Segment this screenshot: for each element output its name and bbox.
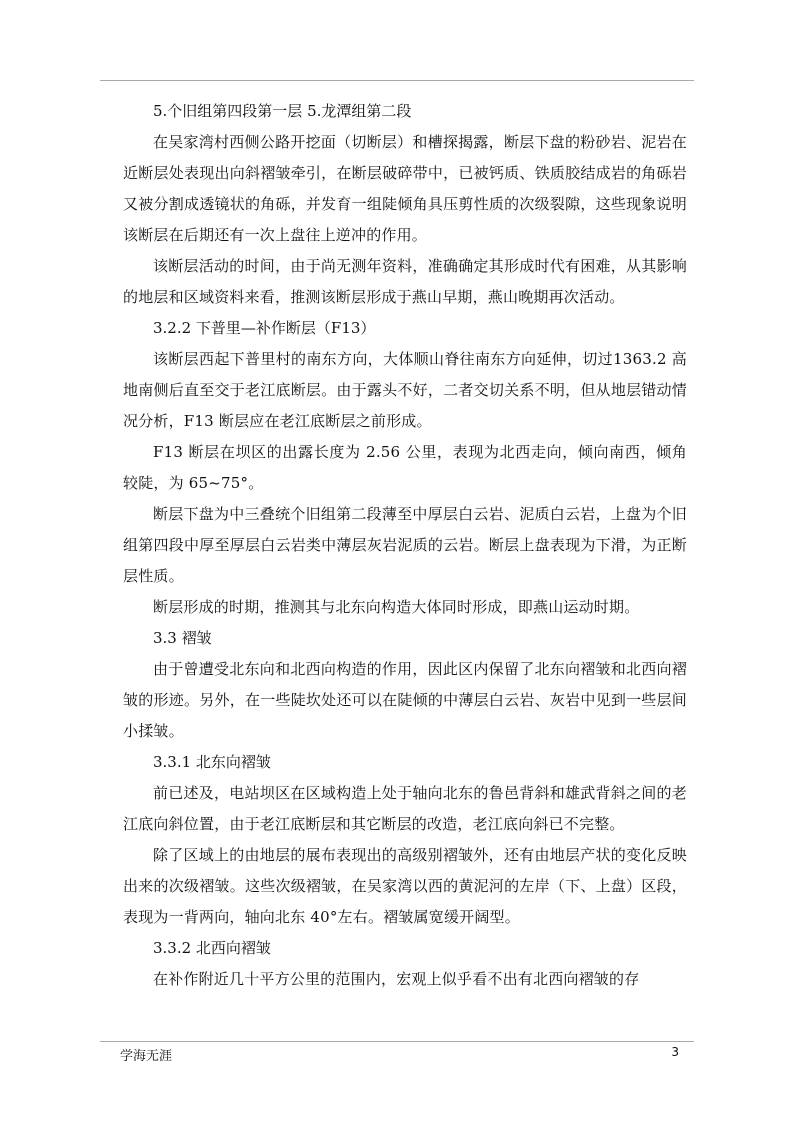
footer-text: 学海无涯 [120,1049,173,1064]
document-body [123,96,687,995]
header-rule [100,80,694,81]
paragraph: 断层下盘为中三叠统个旧组第二段薄至中厚层白云岩、泥质白云岩，上盘为个旧组第四段中厚至厚层白云岩类中薄层灰岩泥质的云岩。断层上盘表现为下滑，为正断层性质。 [123,505,687,585]
footer-rule [100,1041,694,1042]
section-heading: 3.3 褶皱 [153,629,212,647]
paragraph: 在补作附近几十平方公里的范围内，宏观上似乎看不出有北西向褶皱的存 [153,970,640,988]
section-heading: 3.2.2 下普里—补作断层（F13） [153,319,376,337]
paragraph: 断层形成的时期，推测其与北东向构造大体同时形成，即燕山运动时期。 [153,598,640,616]
paragraph: 除了区域上的由地层的展布表现出的高级别褶皱外，还有由地层产状的变化反映出来的次级褶皱。这些次级褶皱，在吴家湾以西的黄泥河的左岸（下、上盘）区段，表现为一背两向，轴向北东 40°左右。褶皱属宽缓开阔型。 [123,846,687,926]
section-heading: 3.3.2 北西向褶皱 [153,939,271,957]
section-heading: 3.3.1 北东向褶皱 [153,753,271,771]
paragraph: 该断层西起下普里村的南东方向，大体顺山脊往南东方向延伸，切过1363.2 高地南侧后直至交于老江底断层。由于露头不好，二者交切关系不明，但从地层错动情况分析，F13 断层应在老江底断层之前形成。 [123,350,687,430]
paragraph: F13 断层在坝区的出露长度为 2.56 公里，表现为北西走向，倾向南西，倾角较陡，为 65~75°。 [123,443,687,492]
page-number: 3 [671,1045,679,1059]
paragraph: 该断层活动的时间，由于尚无测年资料，准确确定其形成时代有困难，从其影响的地层和区域资料来看，推测该断层形成于燕山早期，燕山晚期再次活动。 [123,257,687,306]
heading-stratum: 5.个旧组第四段第一层 5.龙潭组第二段 [153,102,412,120]
paragraph: 前已述及，电站坝区在区域构造上处于轴向北东的鲁邑背斜和雄武背斜之间的老江底向斜位置，由于老江底断层和其它断层的改造，老江底向斜已不完整。 [123,784,687,833]
paragraph: 在吴家湾村西侧公路开挖面（切断层）和槽探揭露，断层下盘的粉砂岩、泥岩在近断层处表现出向斜褶皱牵引，在断层破碎带中，已被钙质、铁质胶结成岩的角砾岩又被分割成透镜状的角砾，并发育一组陡倾角具压剪性质的次级裂隙，这些现象说明该断层在后期还有一次上盘往上逆冲的作用。 [123,133,687,244]
paragraph: 由于曾遭受北东向和北西向构造的作用，因此区内保留了北东向褶皱和北西向褶皱的形迹。另外，在一些陡坎处还可以在陡倾的中薄层白云岩、灰岩中见到一些层间小揉皱。 [123,660,687,740]
